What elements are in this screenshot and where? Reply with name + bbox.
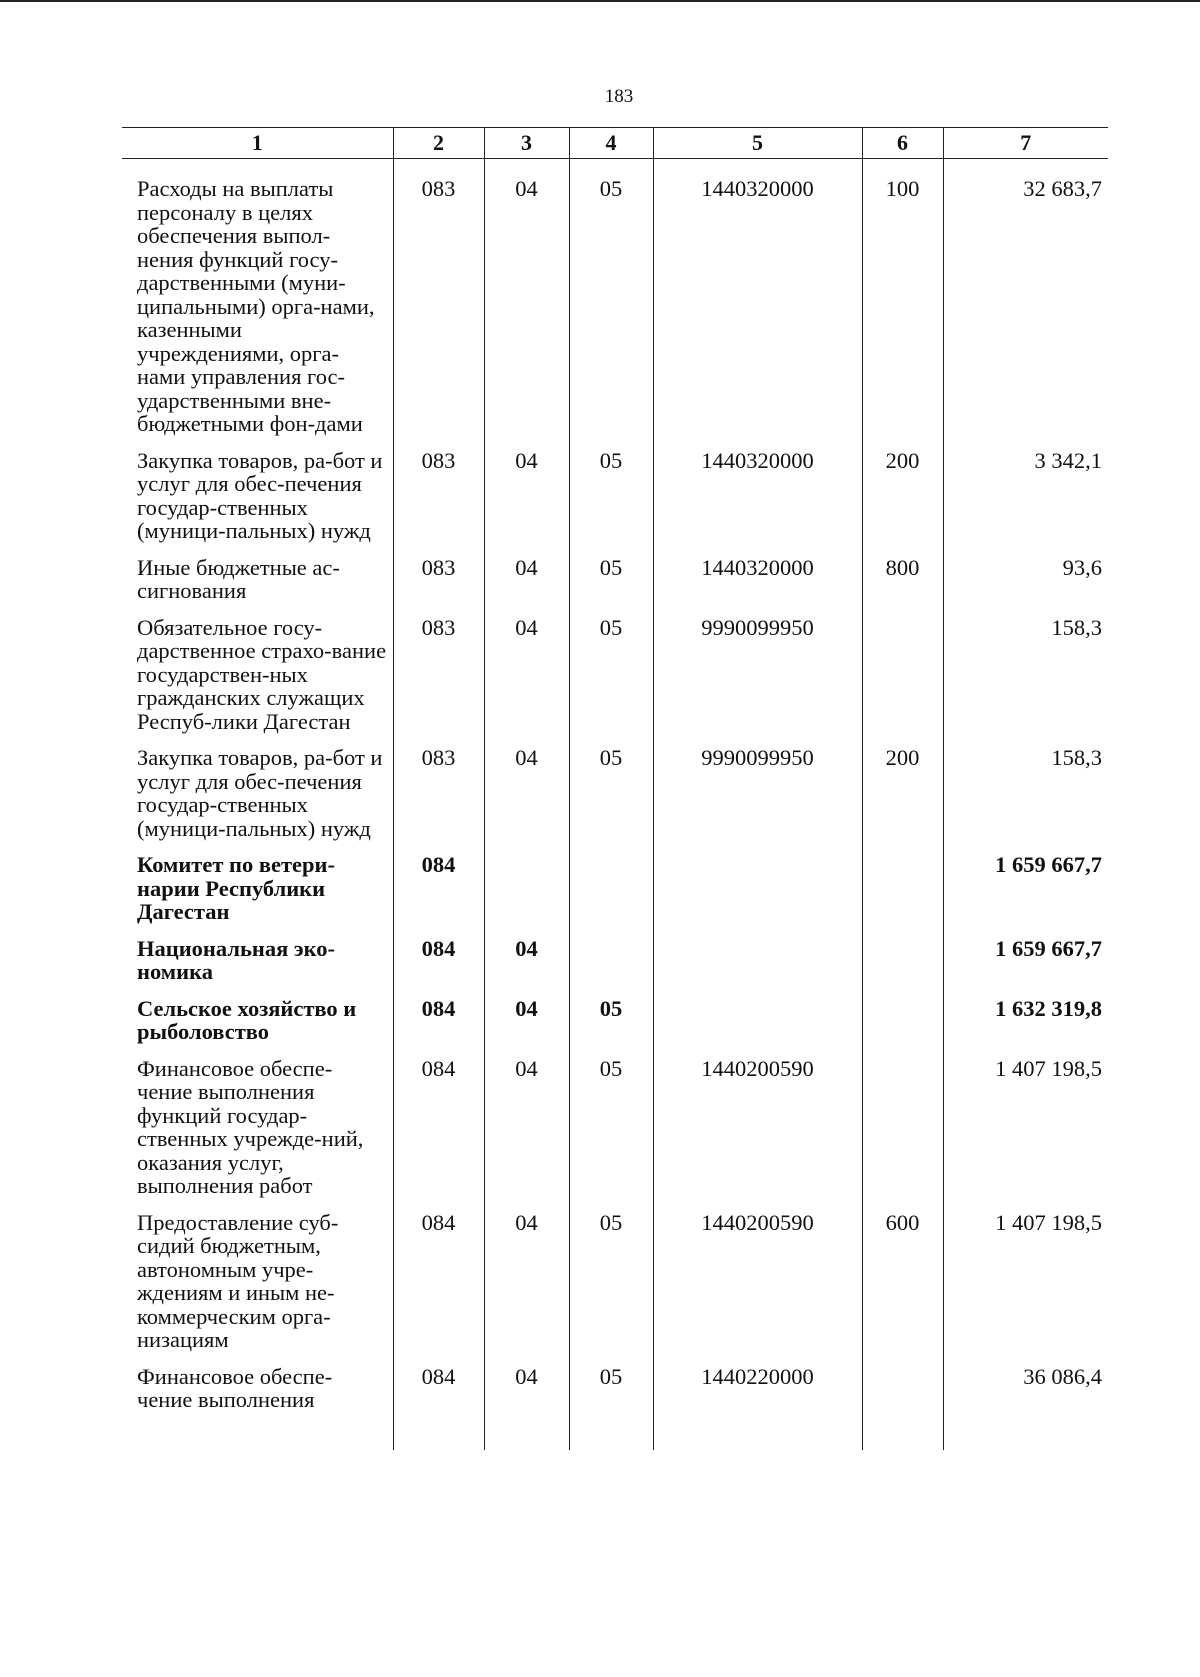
row-code-subsection: 05 <box>569 997 653 1057</box>
row-code-ministry: 084 <box>393 997 484 1057</box>
budget-table <box>122 127 1108 1450</box>
row-name-cell: Иные бюджетные ас-сигнования <box>137 554 340 603</box>
row-name-cell: Финансовое обеспе-чение выполнения <box>137 1363 333 1412</box>
row-code-expense-type: 200 <box>862 449 943 556</box>
row-name-cell: Обязательное госу-дарственное страхо-вание государствен-ных гражданских служащих Респуб-лики Дагестан <box>137 614 387 734</box>
table-body <box>122 159 1108 1450</box>
row-code-subsection: 05 <box>569 1365 653 1450</box>
header-col-7: 7 <box>943 128 1108 159</box>
row-code-section: 04 <box>484 1057 569 1211</box>
row-code-expense-type: 600 <box>862 1211 943 1365</box>
row-code-target: 9990099950 <box>653 616 862 747</box>
top-rule <box>0 0 1200 2</box>
row-code-ministry: 084 <box>393 1365 484 1450</box>
row-name-cell: Национальная эко-номика <box>137 935 336 984</box>
row-amount: 1 407 198,5 <box>943 1057 1108 1211</box>
row-code-ministry: 084 <box>393 853 484 937</box>
row-name-cell: Закупка товаров, ра-бот и услуг для обес-печения государ-ственных (муници-пальных) нужд <box>137 447 383 543</box>
row-code-subsection: 05 <box>569 556 653 616</box>
table-row <box>122 556 1108 616</box>
row-code-target: 1440200590 <box>653 1057 862 1211</box>
table-row <box>122 1211 1108 1365</box>
row-code-section: 04 <box>484 616 569 747</box>
row-code-expense-type <box>862 616 943 747</box>
row-amount: 36 086,4 <box>943 1365 1108 1450</box>
row-code-ministry: 083 <box>393 616 484 747</box>
row-code-section: 04 <box>484 997 569 1057</box>
row-code-target <box>653 853 862 937</box>
row-amount: 1 659 667,7 <box>943 937 1108 997</box>
table-header <box>122 128 1108 159</box>
row-code-target: 1440200590 <box>653 1211 862 1365</box>
row-amount: 93,6 <box>943 556 1108 616</box>
row-code-target: 1440320000 <box>653 177 862 449</box>
row-code-section <box>484 853 569 937</box>
row-code-section: 04 <box>484 1365 569 1450</box>
row-amount: 158,3 <box>943 746 1108 853</box>
row-code-ministry: 084 <box>393 1057 484 1211</box>
table-row <box>122 997 1108 1057</box>
table-row <box>122 937 1108 997</box>
row-code-expense-type <box>862 937 943 997</box>
header-col-4: 4 <box>569 128 653 159</box>
page-number: 183 <box>604 86 634 107</box>
row-amount: 3 342,1 <box>943 449 1108 556</box>
row-code-expense-type: 100 <box>862 177 943 449</box>
row-code-target: 1440320000 <box>653 449 862 556</box>
row-code-section: 04 <box>484 177 569 449</box>
row-code-section: 04 <box>484 556 569 616</box>
header-col-2: 2 <box>393 128 484 159</box>
row-code-section: 04 <box>484 937 569 997</box>
row-name-cell: Закупка товаров, ра-бот и услуг для обес-печения государ-ственных (муници-пальных) нужд <box>137 745 383 841</box>
row-amount: 158,3 <box>943 616 1108 747</box>
row-name-cell: Финансовое обеспе-чение выполнения функций государ-ственных учрежде-ний, оказания услуг, выполнения работ <box>137 1055 364 1198</box>
row-code-ministry: 083 <box>393 746 484 853</box>
header-row <box>122 128 1108 159</box>
table-row <box>122 449 1108 556</box>
row-code-subsection: 05 <box>569 1057 653 1211</box>
row-code-expense-type: 800 <box>862 556 943 616</box>
row-name-cell: Комитет по ветери-нарии Республики Дагестан <box>137 852 336 924</box>
row-amount: 1 632 319,8 <box>943 997 1108 1057</box>
row-code-section: 04 <box>484 746 569 853</box>
row-code-target <box>653 997 862 1057</box>
header-spacer-row <box>122 159 1108 178</box>
row-code-ministry: 084 <box>393 1211 484 1365</box>
row-amount: 1 659 667,7 <box>943 853 1108 937</box>
row-code-subsection: 05 <box>569 616 653 747</box>
row-code-subsection: 05 <box>569 177 653 449</box>
table-row <box>122 1057 1108 1211</box>
row-amount: 32 683,7 <box>943 177 1108 449</box>
header-col-5: 5 <box>653 128 862 159</box>
header-col-1: 1 <box>122 128 393 159</box>
row-code-expense-type <box>862 1365 943 1450</box>
row-code-expense-type <box>862 1057 943 1211</box>
row-amount: 1 407 198,5 <box>943 1211 1108 1365</box>
row-name-cell: Предоставление суб-сидий бюджетным, автономным учре-ждениям и иным не-коммерческим орга-низациям <box>137 1209 339 1352</box>
row-name-cell: Сельское хозяйство и рыболовство <box>137 995 357 1044</box>
row-code-subsection <box>569 853 653 937</box>
row-code-expense-type <box>862 853 943 937</box>
row-code-target: 1440220000 <box>653 1365 862 1450</box>
row-code-section: 04 <box>484 449 569 556</box>
table-row <box>122 746 1108 853</box>
row-code-ministry: 084 <box>393 937 484 997</box>
row-code-ministry: 083 <box>393 449 484 556</box>
row-code-expense-type <box>862 997 943 1057</box>
row-code-section: 04 <box>484 1211 569 1365</box>
row-code-subsection: 05 <box>569 449 653 556</box>
row-code-target: 1440320000 <box>653 556 862 616</box>
row-code-subsection <box>569 937 653 997</box>
row-code-target: 9990099950 <box>653 746 862 853</box>
table-row <box>122 1365 1108 1450</box>
table-row <box>122 616 1108 747</box>
row-code-ministry: 083 <box>393 556 484 616</box>
row-code-ministry: 083 <box>393 177 484 449</box>
header-col-6: 6 <box>862 128 943 159</box>
header-col-3: 3 <box>484 128 569 159</box>
row-code-subsection: 05 <box>569 746 653 853</box>
table-row <box>122 853 1108 937</box>
row-code-expense-type: 200 <box>862 746 943 853</box>
row-name-cell: Расходы на выплаты персоналу в целях обеспечения выпол-нения функций госу-дарственными (муни-ципальными) орга-нами, казенными учреждениями, орга-нами управления гос-ударственными вне-бюджетными фон-дами <box>137 176 375 436</box>
table-row <box>122 177 1108 449</box>
row-code-target <box>653 937 862 997</box>
row-code-subsection: 05 <box>569 1211 653 1365</box>
